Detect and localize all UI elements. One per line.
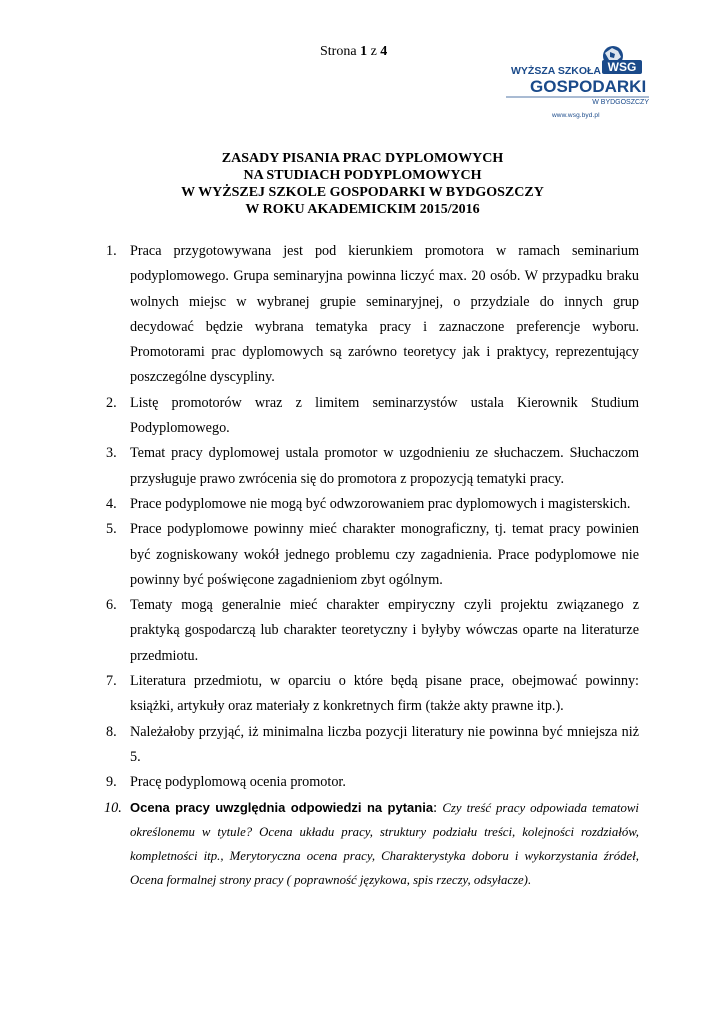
page-current: 1 [360, 44, 368, 59]
page-total: 4 [380, 44, 388, 59]
list-item-evaluation [101, 796, 639, 892]
logo-line3: W BYDGOSZCZY [592, 99, 649, 106]
wsg-logo-graphic [506, 44, 656, 112]
item-number: 6. [106, 597, 117, 614]
item-number: 5. [106, 521, 117, 538]
list-item [101, 669, 639, 720]
list-item [101, 517, 639, 593]
title-line: ZASADY PISANIA PRAC DYPLOMOWYCH [221, 151, 504, 166]
list-item [101, 593, 639, 669]
item-text: Prace podyplomowe nie mogą być odwzorowaniem prac dyplomowych i magisterskich. [130, 495, 631, 512]
wsg-logo [506, 44, 656, 122]
item-lead: Ocena pracy uwzględnia odpowiedzi na pytania [130, 799, 434, 815]
item-text: Pracę podyplomową ocenia promotor. [130, 774, 346, 791]
page-prefix: Strona [320, 44, 357, 59]
title-line: W ROKU AKADEMICKIM 2015/2016 [245, 202, 480, 217]
list-item [101, 239, 639, 391]
item-colon: : [433, 799, 443, 816]
item-number: 2. [106, 394, 117, 411]
list-item [101, 441, 639, 492]
item-text: Listę promotorów wraz z limitem seminarzystów ustala Kierownik Studium Podyplomowego. [130, 394, 639, 437]
item-text: Tematy mogą generalnie mieć charakter empiryczny czyli projektu związanego z praktyką gospodarczą lub charakter teoretyczny i byłyby wówczas oparte na literaturze przedmiotu. [130, 597, 639, 664]
list-item [101, 720, 639, 771]
logo-url: www.wsg.byd.pl [552, 112, 600, 119]
item-number: 10. [104, 799, 122, 816]
list-item [101, 391, 639, 442]
item-number: 7. [106, 673, 117, 690]
page-number [320, 44, 387, 60]
document-title [0, 150, 725, 218]
item-number: 8. [106, 723, 117, 740]
item-number: 4. [106, 495, 117, 512]
list-item [101, 770, 639, 795]
item-text: Literatura przedmiotu, w oparciu o które będą pisane prace, obejmować powinny: książki, artykuły oraz materiały z konkretnych firm (także akty prawne itp.). [130, 673, 639, 715]
logo-line1: WYŻSZA SZKOŁA [511, 65, 602, 77]
item-text: Praca przygotowywana jest pod kierunkiem promotora w ramach seminarium podyplomowego. Grupa seminaryjna powinna liczyć max. 20 osób. W przypadku braku wolnych miejsc w wybranej grupie seminaryjnej, o przydziale do innych grup decydować będzie wybrana tematyka pracy i zaznaczone preferencje wyboru. Promotorami prac dyplomowych są zarówno teoretycy jak i praktycy, reprezentujący poszczególne dyscypliny. [130, 243, 639, 386]
item-number: 9. [106, 774, 117, 791]
rules-list [101, 239, 639, 892]
item-number: 3. [106, 445, 117, 462]
list-item [101, 492, 639, 517]
logo-line2: GOSPODARKI [530, 77, 647, 96]
item-number: 1. [106, 243, 117, 259]
item-text: Temat pracy dyplomowej ustala promotor w uzgodnieniu ze słuchaczem. Słuchaczom przysługuje prawo zwrócenia się do promotora z propozycją tematyki pracy. [130, 445, 639, 487]
title-line: W WYŻSZEJ SZKOLE GOSPODARKI W BYDGOSZCZY [181, 185, 544, 200]
item-questions: Czy treść pracy odpowiada tematowi określonemu w tytule? Ocena układu pracy, struktury podziału treści, kolejności rozdziałów, kompletności itp., Merytoryczna ocena pracy, Charakterystyka doboru i wykorzystania źródeł, Ocena formalnej strony pracy ( poprawność językowa, spis rzeczy, odsyłacze). [130, 800, 639, 887]
page-sep: z [370, 44, 377, 59]
title-line: NA STUDIACH PODYPLOMOWYCH [243, 168, 482, 183]
item-text: Należałoby przyjąć, iż minimalna liczba pozycji literatury nie powinna być mniejsza niż 5. [130, 723, 639, 765]
logo-badge: WSG [607, 60, 637, 74]
item-text: Prace podyplomowe powinny mieć charakter monograficzny, tj. temat pracy powinien być zogniskowany wokół jednego problemu czy zagadnienia. Prace podyplomowe nie powinny być poświęcone zagadnieniom zbyt ogólnym. [130, 521, 639, 588]
